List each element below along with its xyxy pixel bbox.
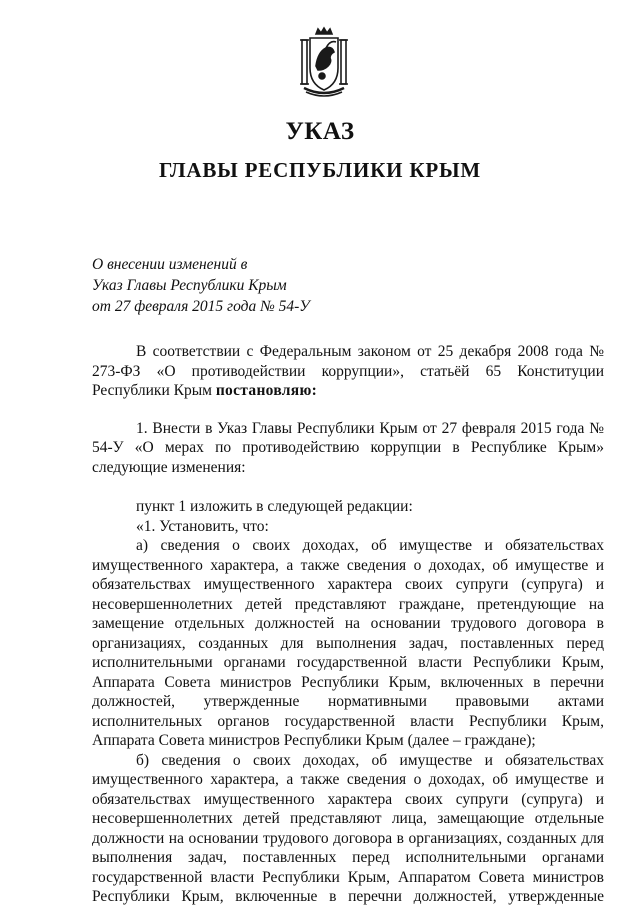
document-body — [92, 342, 604, 907]
point-intro: пункт 1 изложить в следующей редакции: — [136, 498, 413, 515]
preamble-paragraph — [92, 342, 604, 401]
item-b-paragraph: б) сведения о своих доходах, об имуществе и обязательствах имущественного характера, а также сведения о доходах, об имуществе и обязательствах имущественного характера своих супруги (супруга) и несовершеннолетних детей представляют лица, замещающие отдельные должности на основании трудового договора в организациях, созданных для выполнения задач, поставленных перед исполнительными органами государственной власти Республики Крым, Аппаратом Совета министров Республики Крым, включенные в перечни должностей, утвержденные — [92, 751, 604, 905]
subject-line: от 27 февраля 2015 года № 54-У — [92, 298, 310, 315]
document-title: УКАЗ — [285, 118, 355, 145]
clause-1-paragraph: 1. Внести в Указ Главы Республики Крым от 27 февраля 2015 года № 54-У «О мерах по противодействию коррупции в Республике Крым» следующие изменения: — [92, 419, 604, 476]
establish-line: «1. Установить, что: — [136, 517, 269, 535]
document-subtitle: ГЛАВЫ РЕСПУБЛИКИ КРЫМ — [158, 158, 482, 182]
subject-line: Указ Главы Республики Крым — [92, 277, 287, 294]
document-subject — [92, 254, 392, 317]
preamble-text: В соответствии с Федеральным законом от 25 декабря 2008 года № 273-ФЗ «О противодействии коррупции», статьёй 65 Конституции Республики Крым — [92, 343, 604, 399]
decree-word: постановляю: — [215, 382, 318, 399]
coat-of-arms-icon — [296, 26, 352, 100]
subject-line: О внесении изменений в — [92, 256, 248, 273]
item-a-paragraph: а) сведения о своих доходах, об имуществе и обязательствах имущественного характера, а также сведения о доходах, об имуществе и обязательствах имущественного характера своих супруги (супруга) и несовершеннолетних детей представляют граждане, претендующие на замещение отдельных должностей на основании трудового договора в организациях, созданных для выполнения задач, поставленных перед исполнительными органами государственной власти Республики Крым, Аппарата Совета министров Республики Крым, включенных в перечни должностей, утвержденные нормативными правовыми актами исполнительных органов государственной власти Республики Крым, Аппарата Совета министров Республики Крым (далее – граждане); — [92, 537, 604, 749]
